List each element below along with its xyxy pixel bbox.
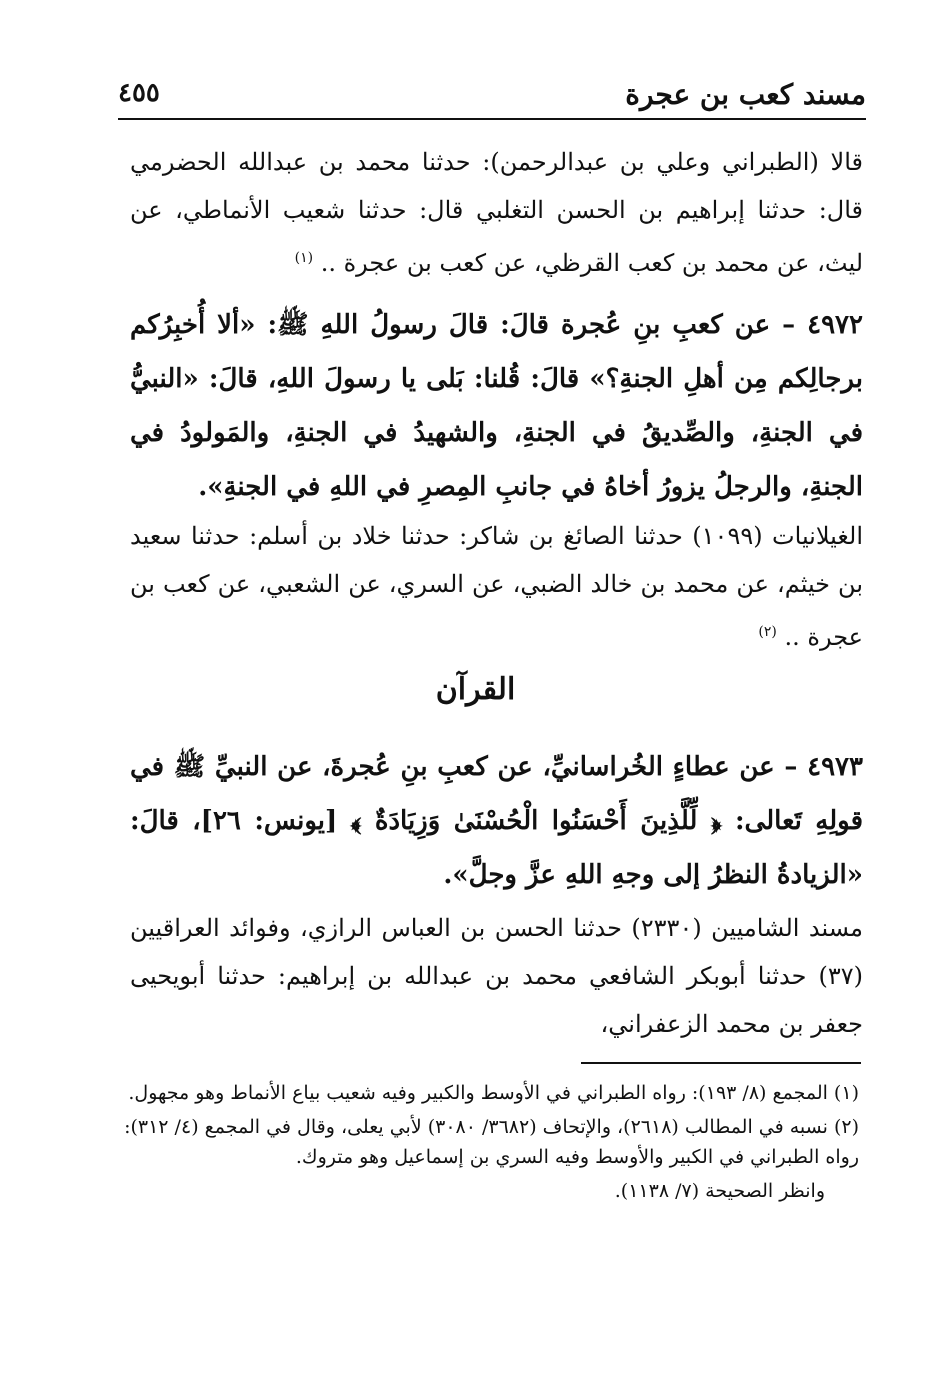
hadith-4972 [130, 298, 863, 514]
intro-text: قالا (الطبراني وعلي بن عبدالرحمن): حدثنا محمد بن عبدالله الحضرمي قال: حدثنا إبراهيم بن الحسن التغلبي قال: حدثنا شعيب الأنماطي، عن ليث، عن محمد بن كعب القرظي، عن كعب بن عجرة .. [130, 148, 863, 277]
running-title: مسند كعب بن عجرة [625, 78, 866, 111]
page-header [118, 78, 866, 118]
footnote-ref-2: (٢) [758, 624, 777, 640]
hadith-text: عن عطاءٍ الخُراسانيِّ، عن كعبِ بنِ عُجرةَ، عن النبيِّ ﷺ في قولِهِ تَعالى: ﴿ لِّلَّذِينَ أَحْسَنُوا الْحُسْنَىٰ وَزِيَادَةٌ ﴾ [يونس: ٢٦]، قالَ: «الزيادةُ النظرُ إلى وجهِ اللهِ عزَّ وجلَّ». [130, 752, 863, 890]
header-rule [118, 118, 866, 120]
footnote-2-continued: وانظر الصحيحة (٧/ ١١٣٨). [614, 1180, 825, 1202]
hadith-4973 [130, 740, 863, 902]
footnotes [110, 1078, 859, 1210]
footnote-1: (١) المجمع (٨/ ١٩٣): رواه الطبراني في الأوسط والكبير وفيه شعيب بياع الأنماط وهو مجهول. [128, 1082, 859, 1104]
source-text: مسند الشاميين (٢٣٣٠) حدثنا الحسن بن العباس الرازي، وفوائد العراقيين (٣٧) حدثنا أبوبكر الشافعي محمد بن عبدالله بن إبراهيم: حدثنا أبويحيى جعفر بن محمد الزعفراني، [130, 914, 863, 1038]
hadith-number: ٤٩٧٢ – [782, 310, 863, 340]
intro-paragraph [130, 138, 863, 287]
source-text: الغيلانيات (١٠٩٩) حدثنا الصائغ بن شاكر: حدثنا خلاد بن أسلم: حدثنا سعيد بن خيثم، عن محمد بن خالد الضبي، عن السري، عن الشعبي، عن كعب بن عجرة .. [130, 522, 863, 651]
footnote-rule [581, 1062, 861, 1064]
footnote-2: (٢) نسبه في المطالب (٢٦١٨)، والإتحاف (٣٦٨٢/ ٣٠٨٠) لأبي يعلى، وقال في المجمع (٤/ ٣١٢): رواه الطبراني في الكبير والأوسط وفيه السري بن إسماعيل وهو متروك. [124, 1116, 859, 1168]
footnote-ref-1: (١) [294, 250, 314, 266]
source-paragraph-4973 [130, 904, 863, 1048]
hadith-number: ٤٩٧٣ – [784, 752, 863, 782]
section-heading: القرآن [435, 672, 516, 707]
source-paragraph-4972 [130, 512, 863, 661]
page-number: ٤٥٥ [118, 78, 160, 108]
hadith-text: عن كعبِ بنِ عُجرة قالَ: قالَ رسولُ اللهِ ﷺ: «ألا أُخبِرُكم برجالِكم مِن أهلِ الجنةِ؟» قالَ: قُلنا: بَلى يا رسولَ اللهِ، قالَ: «النبيُّ في الجنةِ، والصِّديقُ في الجنةِ، والشهيدُ في الجنةِ، والمَولودُ في الجنةِ، والرجلُ يزورُ أخاهُ في جانبِ المِصرِ في اللهِ في الجنةِ». [130, 310, 864, 502]
